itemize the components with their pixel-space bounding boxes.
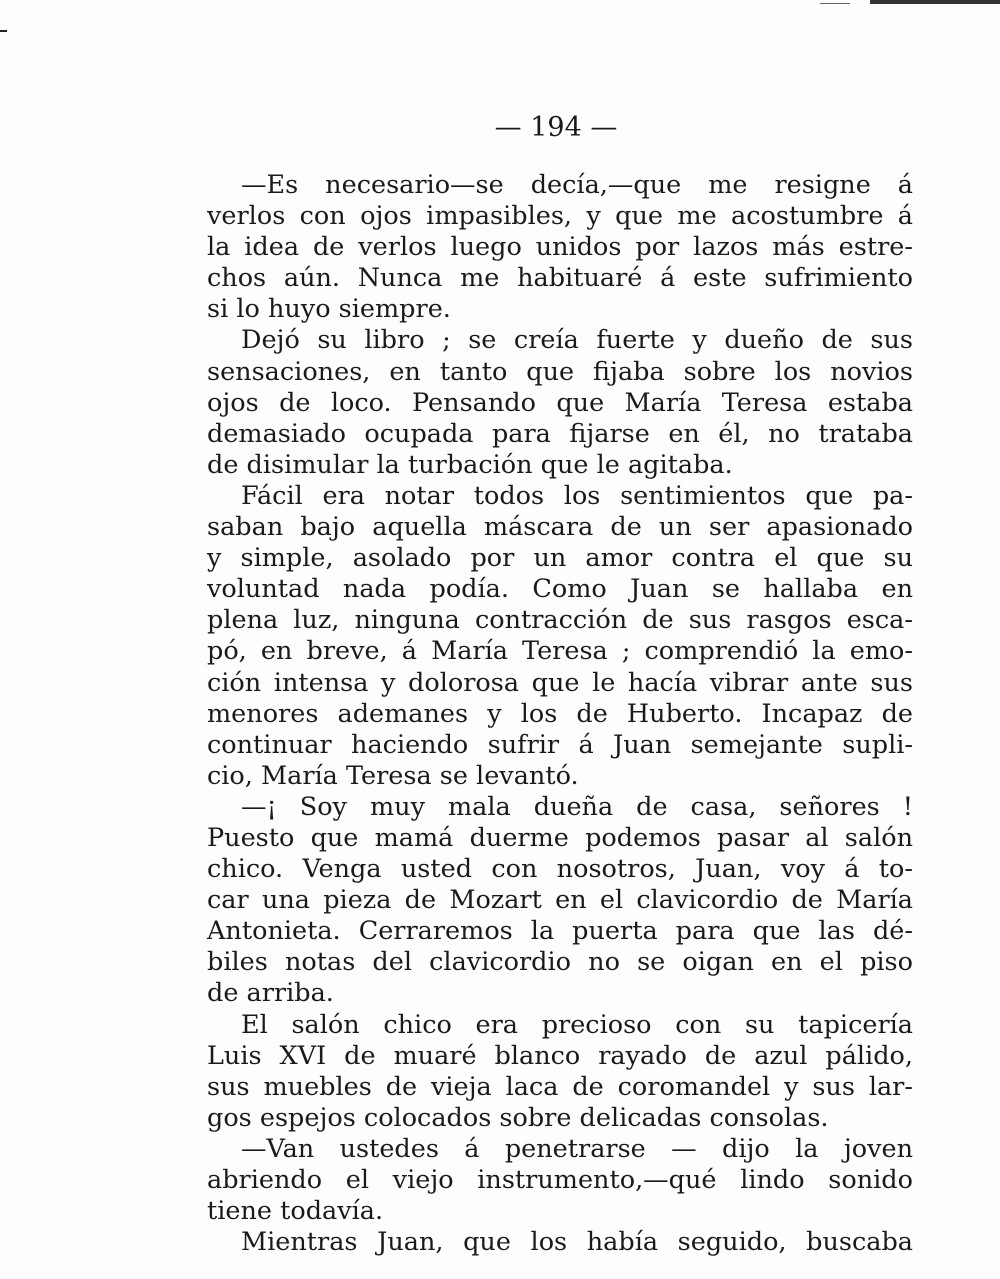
text-line: de arriba. (207, 978, 334, 1009)
page-number: — 194 — (494, 112, 618, 143)
text-line: ción intensa y dolorosa que le hacía vibrar ante sus (207, 667, 913, 698)
text-line: El salón chico era precioso con su tapicería (241, 1009, 913, 1040)
text-line: continuar haciendo sufrir á Juan semejante supli- (207, 729, 913, 760)
text-line: tiene todavía. (207, 1196, 384, 1227)
text-line: plena luz, ninguna contracción de sus rasgos esca- (207, 605, 913, 636)
text-line: abriendo el viejo instrumento,—qué lindo sonido (207, 1165, 913, 1195)
scan-mark-top-left (0, 30, 7, 32)
text-line: sus muebles de vieja laca de coromandel y sus lar- (207, 1071, 913, 1102)
text-line: pó, en breve, á María Teresa ; comprendió la emo- (207, 636, 913, 667)
text-line: Fácil era notar todos los sentimientos que pa- (241, 480, 913, 511)
text-line: si lo huyo siempre. (207, 294, 451, 325)
text-line: verlos con ojos impasibles, y que me acostumbre á (207, 201, 913, 232)
text-line: —¡ Soy muy mala dueña de casa, señores ! (241, 791, 913, 822)
text-line: de disimular la turbación que le agitaba. (207, 449, 733, 480)
text-line: chos aún. Nunca me habituaré á este sufrimiento (207, 263, 913, 294)
text-line: y simple, asolado por un amor contra el que su (207, 543, 913, 574)
body-text (207, 170, 913, 1258)
text-line: chico. Venga usted con nosotros, Juan, voy á to- (207, 854, 913, 885)
text-line: cio, María Teresa se levantó. (207, 760, 579, 791)
text-line: voluntad nada podía. Como Juan se hallaba en (207, 574, 913, 605)
text-line: Dejó su libro ; se creía fuerte y dueño de sus (241, 325, 913, 356)
text-line: gos espejos colocados sobre delicadas consolas. (207, 1102, 829, 1133)
text-line: Luis XVI de muaré blanco rayado de azul pálido, (207, 1040, 913, 1071)
text-line: car una pieza de Mozart en el clavicordio de María (207, 885, 913, 916)
scan-mark-top-right-thin (820, 3, 850, 4)
text-line: —Es necesario—se decía,—que me resigne á (241, 170, 913, 200)
text-line: Mientras Juan, que los había seguido, buscaba (241, 1227, 913, 1258)
text-line: ojos de loco. Pensando que María Teresa estaba (207, 387, 913, 418)
text-line: sensaciones, en tanto que fijaba sobre los novios (207, 356, 913, 387)
text-line: menores ademanes y los de Huberto. Incapaz de (207, 698, 913, 729)
text-line: biles notas del clavicordio no se oigan en el piso (207, 947, 913, 978)
text-line: la idea de verlos luego unidos por lazos más estre- (207, 232, 913, 263)
text-line: —Van ustedes á penetrarse — dijo la joven (241, 1133, 913, 1164)
text-line: Antonieta. Cerraremos la puerta para que las dé- (207, 916, 913, 947)
scan-mark-top-right (870, 0, 1000, 4)
text-line: saban bajo aquella máscara de un ser apasionado (207, 512, 913, 543)
text-line: Puesto que mamá duerme podemos pasar al salón (207, 822, 913, 853)
text-line: demasiado ocupada para fijarse en él, no trataba (207, 418, 913, 449)
